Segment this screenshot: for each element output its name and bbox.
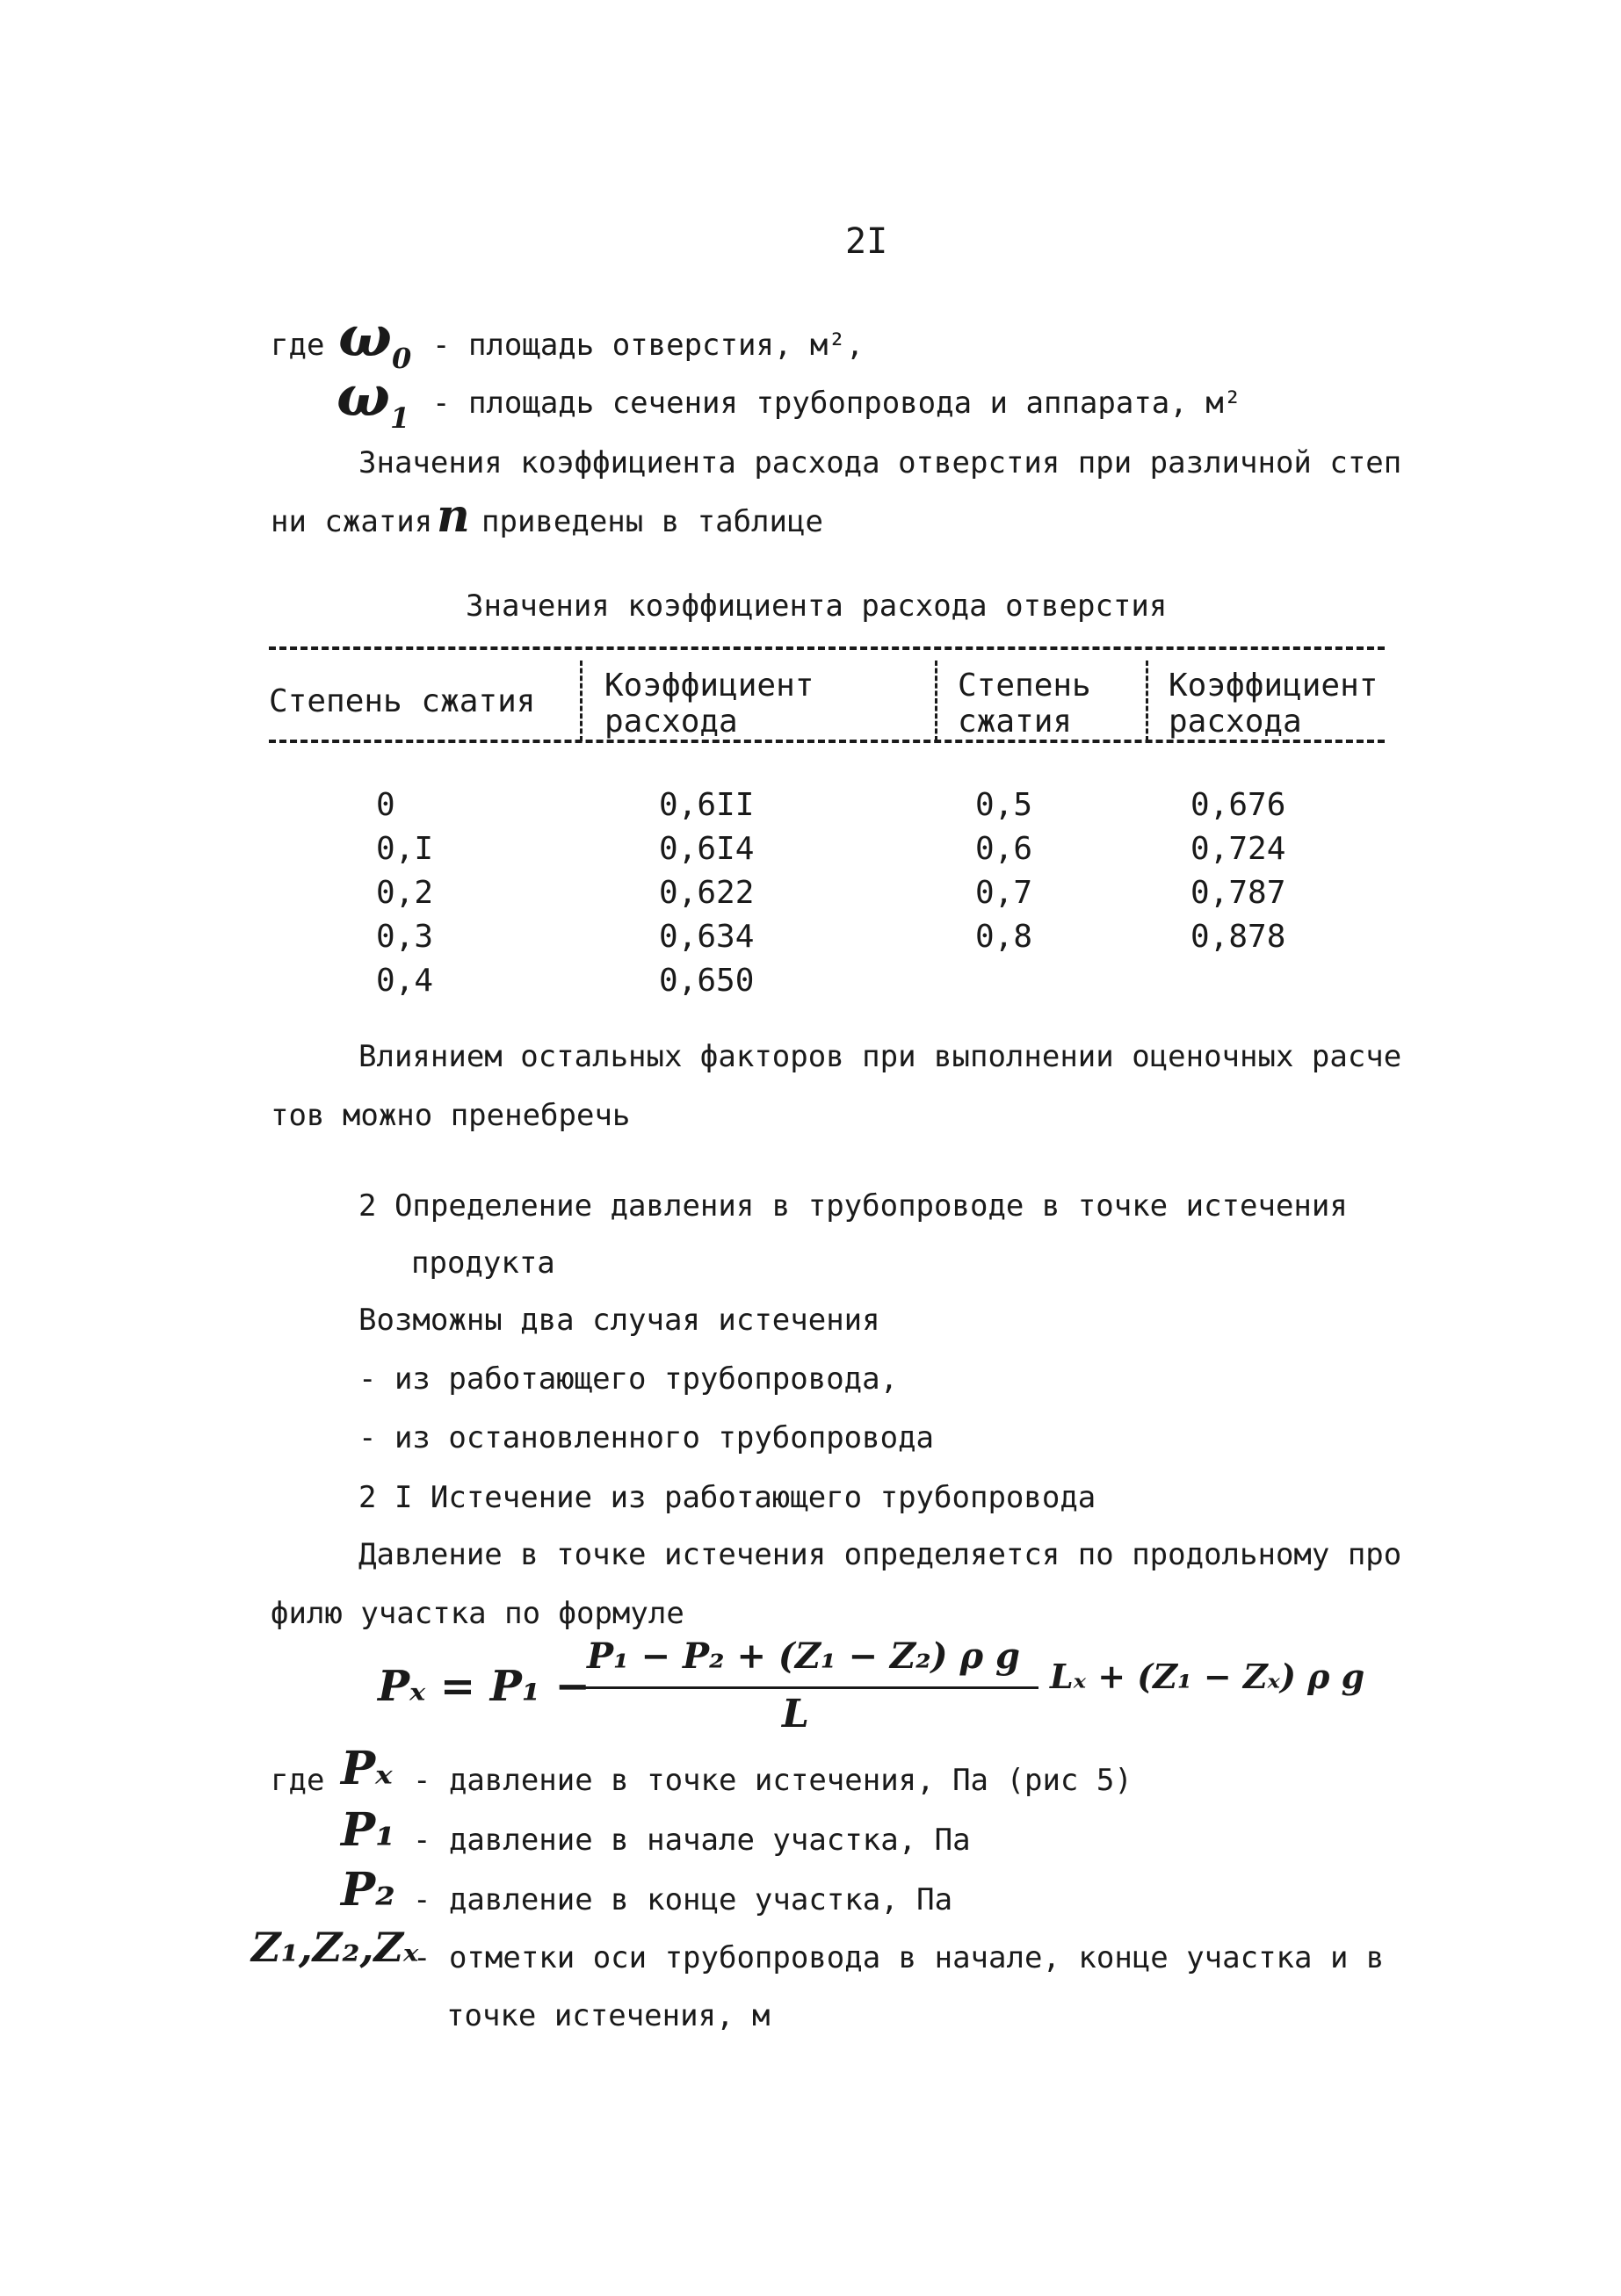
def-p2-text: - давление в конце участка, Па (413, 1882, 953, 1917)
table-cell: 0,2 (376, 875, 434, 911)
def-bottom-prefix: где (271, 1763, 325, 1798)
last-line: точке истечения, м (446, 1998, 771, 2033)
table-cell: 0,650 (659, 963, 755, 999)
def-z-text: - отметки оси трубопровода в начале, конце участка и в (413, 1940, 1385, 1975)
table-cell: 0,5 (975, 787, 1033, 823)
table-top-rule (269, 646, 1385, 650)
table-header-4: Коэффициент расхода (1169, 668, 1379, 740)
symbol-p1: P₁ (341, 1803, 395, 1857)
table-caption: Значения коэффициента расхода отверстия (466, 588, 1168, 624)
table-cell: 0,6 (975, 831, 1033, 867)
case-item-2: - из остановленного трубопровода (358, 1420, 935, 1455)
table-cell: 0,878 (1190, 919, 1286, 955)
table-col-divider-1 (580, 661, 583, 741)
para1-line2b: приведены в таблице (481, 504, 823, 539)
symbol-z-marks: Z₁,Z₂,Zₓ (251, 1924, 419, 1971)
def-p1-text: - давление в начале участка, Па (413, 1823, 971, 1858)
case-item-1: - из работающего трубопровода, (358, 1361, 899, 1397)
table-cell: 0,8 (975, 919, 1033, 955)
table-cell: 0,6II (659, 787, 755, 823)
table-header-2: Коэффициент расхода (604, 668, 814, 740)
table-cell: 0,I (376, 831, 434, 867)
page-number: 2I (845, 221, 888, 262)
omega1-symbol: $\omega_1$ (337, 364, 410, 435)
section2-heading-line1: 2 Определение давления в трубопроводе в точке истечения (358, 1188, 1348, 1224)
table-cell: 0,634 (659, 919, 755, 955)
omega0-symbol: $\omega_0$ (338, 304, 412, 375)
table-col-divider-2 (935, 661, 937, 741)
para2-line2: тов можно пренебречь (271, 1098, 631, 1133)
para1-line1: Значения коэффициента расхода отверстия при различной степ (358, 445, 1402, 480)
def-px-text: - давление в точке истечения, Па (рис 5) (413, 1763, 1133, 1798)
formula-fraction-bar (582, 1686, 1038, 1689)
table-cell: 0,676 (1190, 787, 1286, 823)
para1-line2a: ни сжатия (271, 504, 433, 539)
formula-tail: Lₓ + (Z₁ − Zₓ) ρ g (1050, 1657, 1365, 1696)
table-header-1: Степень сжатия (269, 683, 536, 719)
table-col-divider-3 (1146, 661, 1148, 741)
table-cell: 0,622 (659, 875, 755, 911)
table-cell: 0,6I4 (659, 831, 755, 867)
formula-numerator: P₁ − P₂ + (Z₁ − Z₂) ρ g (587, 1635, 1021, 1677)
para3-line2: филю участка по формуле (271, 1596, 684, 1631)
para3-line1: Давление в точке истечения определяется по продольному про (358, 1537, 1402, 1572)
def-omega1-text: - площадь сечения трубопровода и аппарата, м² (432, 386, 1242, 421)
table-cell: 0 (376, 787, 395, 823)
table-cell: 0,3 (376, 919, 434, 955)
para1-symbol-n: n (437, 489, 470, 543)
def-prefix: где (271, 328, 325, 363)
table-header-3: Степень сжатия (958, 668, 1091, 740)
formula-lhs: Pₓ = P₁ − (378, 1662, 590, 1711)
table-cell: 0,7 (975, 875, 1033, 911)
table-cell: 0,4 (376, 963, 434, 999)
def-omega0-text: - площадь отверстия, м², (432, 328, 865, 363)
table-cell: 0,787 (1190, 875, 1286, 911)
table-cell: 0,724 (1190, 831, 1286, 867)
formula-denominator: L (782, 1692, 809, 1736)
symbol-px: Pₓ (341, 1742, 393, 1795)
para2-line1: Влиянием остальных факторов при выполнении оценочных расче (358, 1039, 1402, 1074)
symbol-p2: P₂ (341, 1863, 395, 1917)
cases-intro: Возможны два случая истечения (358, 1303, 880, 1338)
section2-heading-line2: продукта (411, 1245, 555, 1281)
section21-heading: 2 I Истечение из работающего трубопровода (358, 1480, 1096, 1515)
